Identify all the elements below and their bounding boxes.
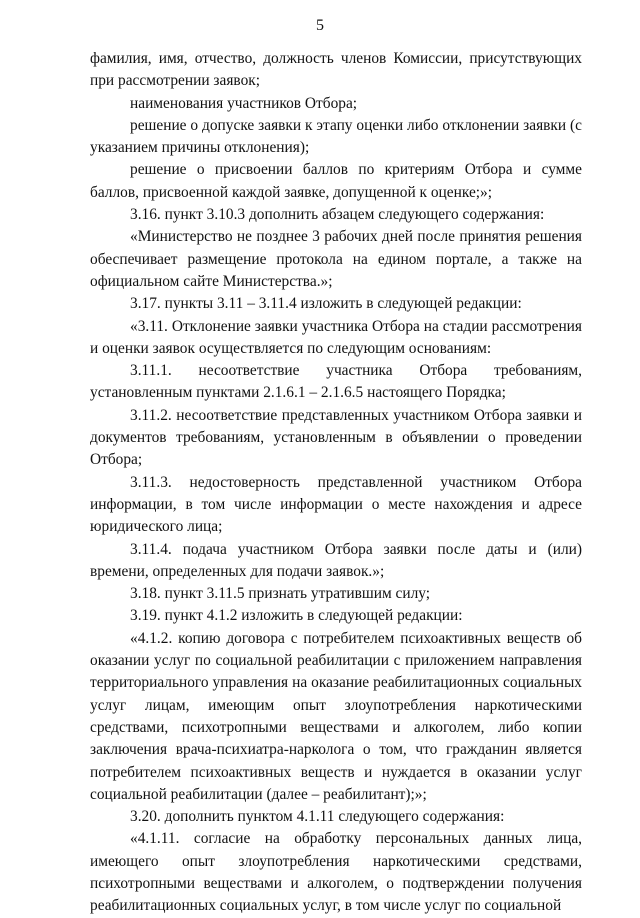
paragraph: «Министерство не позднее 3 рабочих дней после принятия решения обеспечивает размещение протокола на едином портале, а также на официальном сайте Министерства.»; [90,228,582,290]
paragraph: «3.11. Отклонение заявки участника Отбора на стадии рассмотрения и оценки заявок осуществляется по следующим основаниям: [90,317,582,357]
paragraph: 3.17. пункты 3.11 – 3.11.4 изложить в следующей редакции: [130,295,522,313]
paragraph: 3.11.3. недостоверность представленной участником Отбора информации, в том числе информации о месте нахождения и адресе юридического лица; [90,473,582,536]
paragraph: 3.11.1. несоответствие участника Отбора требованиям, установленным пунктами 2.1.6.1 – 2.1.6.5 настоящего Порядка; [90,362,582,402]
paragraph: «4.1.2. копию договора с потребителем психоактивных веществ об оказании услуг по социальной реабилитации с приложением направления территориального управления на оказание реабилитационных социальных услуг лицам, имеющим опыт злоупотребления наркотическими средствами, психотропными веществами и алкоголем, либо копии заключения врача-психиатра-нарколога о том, что гражданин является потребителем психоактивных веществ и нуждается в оказании услуг социальной реабилитации (далее – реабилитант);»; [90,629,582,803]
paragraph: «4.1.11. согласие на обработку персональных данных лица, имеющего опыт злоупотребления наркотическими средствами, психотропными веществами и алкоголем, о подтверждении получения реабилитационных социальных услуг, в том числе услуг по социальной [90,830,582,915]
page-number: 5 [316,17,324,34]
paragraph: 3.11.4. подача участником Отбора заявки после даты и (или) времени, определенных для подачи заявок.»; [90,540,582,580]
paragraph: 3.16. пункт 3.10.3 дополнить абзацем следующего содержания: [130,206,545,224]
paragraph: 3.11.2. несоответствие представленных участником Отбора заявки и документов требованиям, установленным в объявлении о проведении Отбора; [90,406,582,469]
paragraph: решение о допуске заявки к этапу оценки либо отклонении заявки (с указанием причины отклонения); [90,116,582,157]
paragraph: решение о присвоении баллов по критериям Отбора и сумме баллов, присвоенной каждой заявке, допущенной к оценке;»; [90,161,582,201]
paragraph: 3.19. пункт 4.1.2 изложить в следующей редакции: [130,607,463,625]
paragraph: 3.18. пункт 3.11.5 признать утратившим силу; [130,585,431,603]
document-body [90,48,582,918]
paragraph: наименования участников Отбора; [130,94,358,112]
paragraph: 3.20. дополнить пунктом 4.1.11 следующего содержания: [130,808,505,826]
paragraph: фамилия, имя, отчество, должность членов Комиссии, присутствующих при рассмотрении заявок; [90,50,582,90]
